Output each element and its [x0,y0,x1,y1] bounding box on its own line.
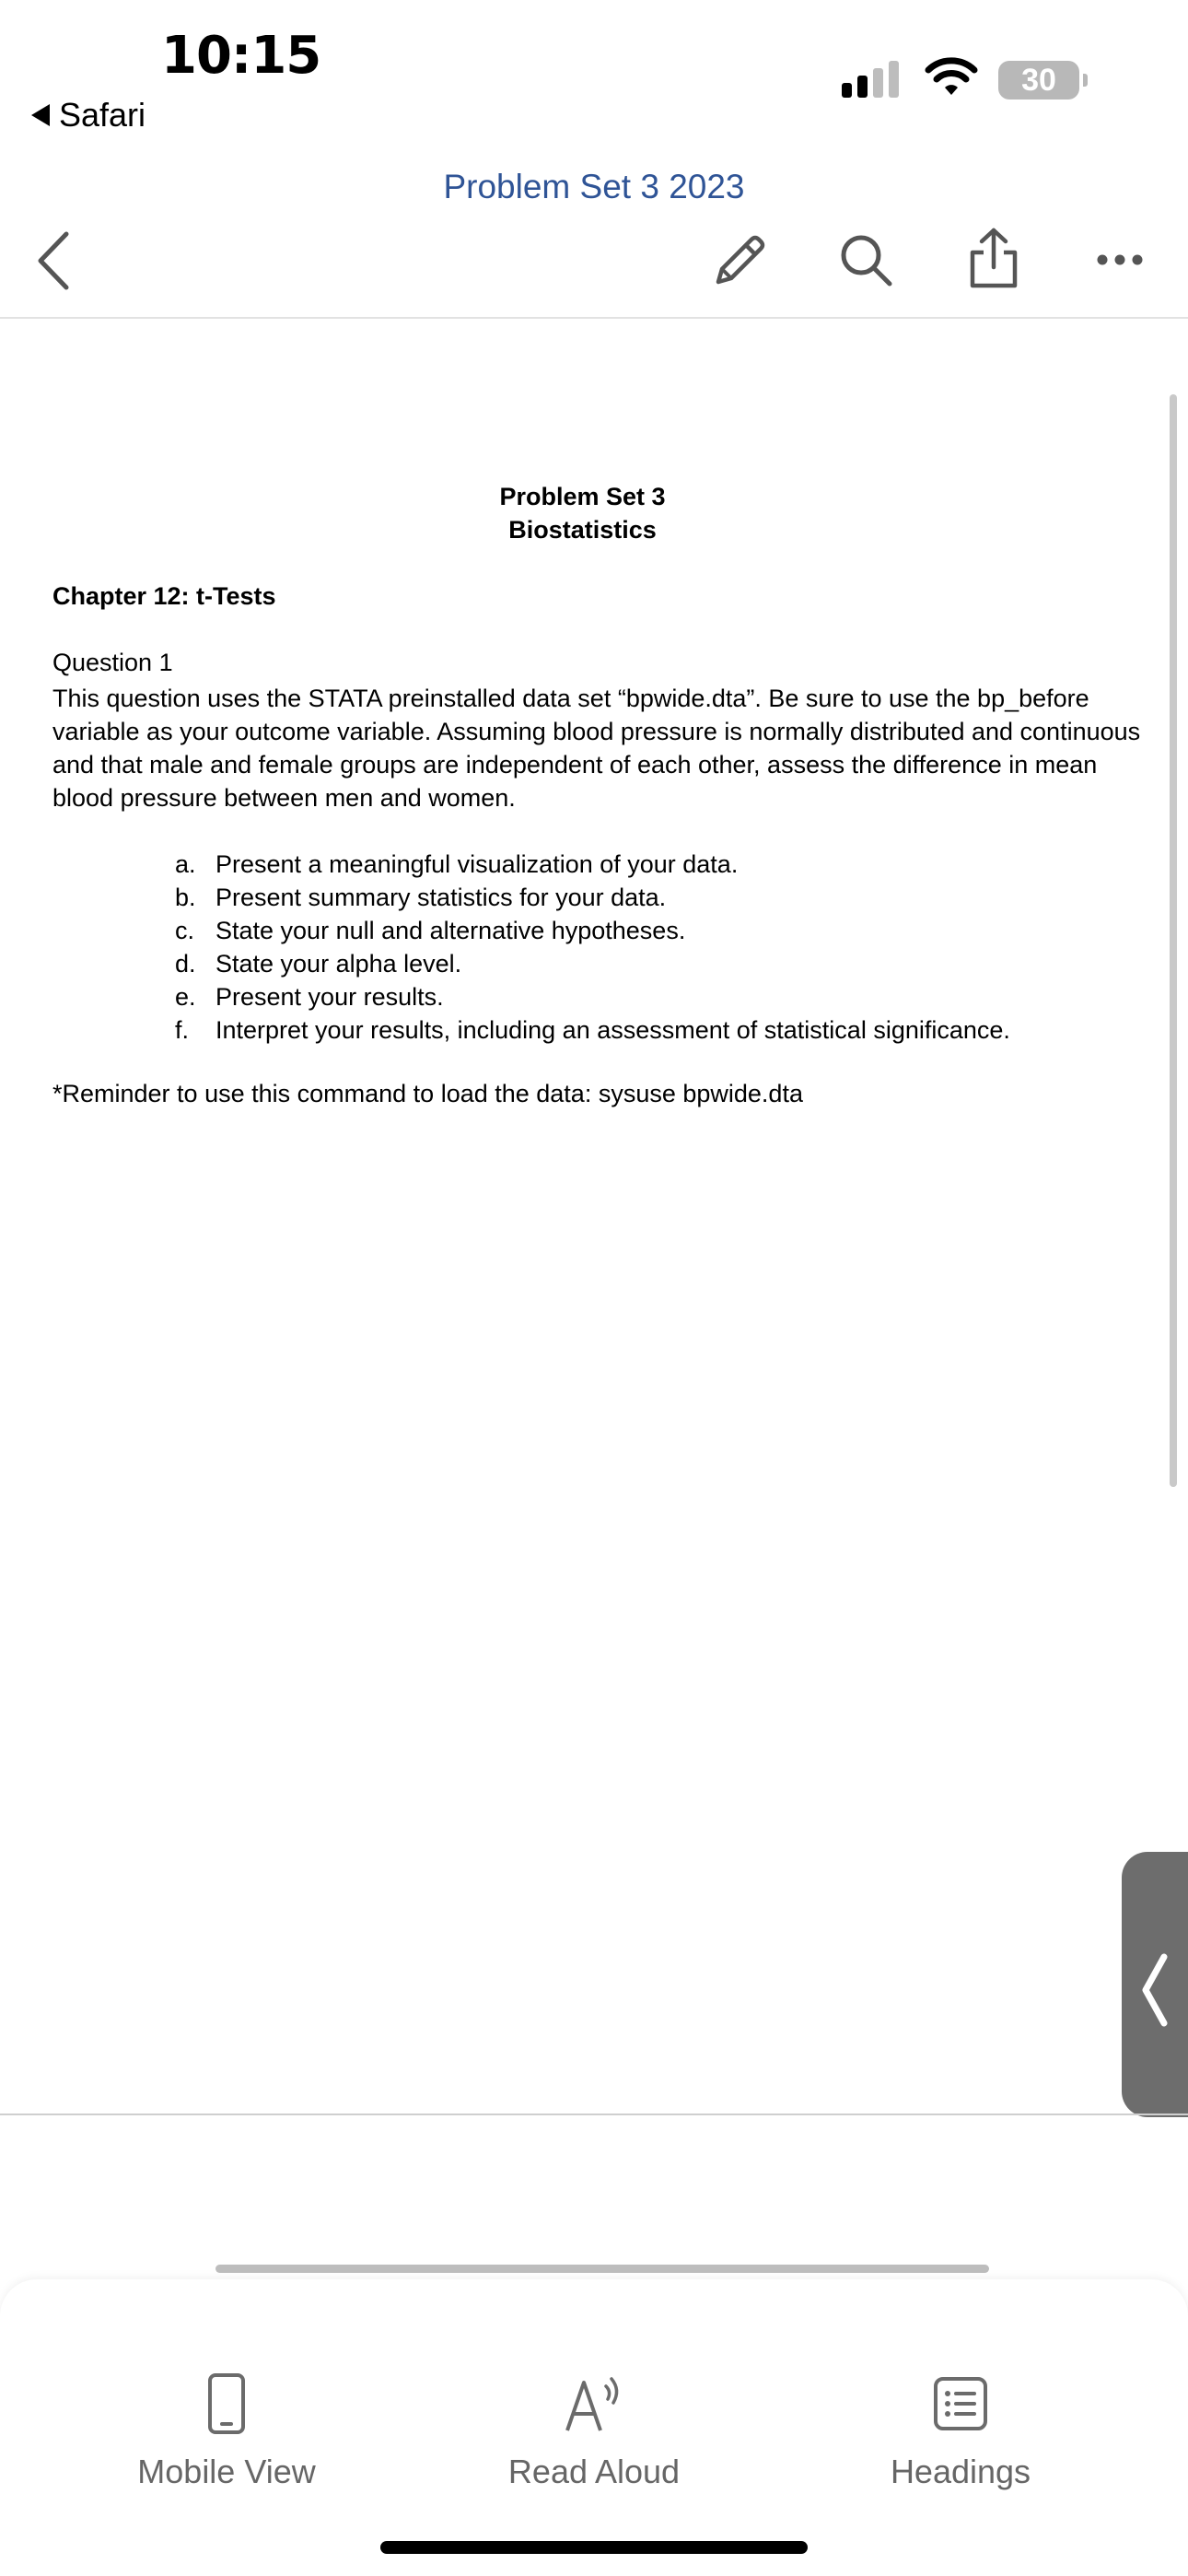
document-title[interactable]: Problem Set 3 2023 [443,168,745,205]
chapter-heading: Chapter 12: t-Tests [52,582,276,610]
list-marker: c. [175,917,195,944]
headings-list-icon [932,2371,989,2436]
mobile-view-button[interactable] [88,2371,365,2491]
status-time: 10:15 [161,26,321,86]
list-item [175,848,1010,881]
more-icon[interactable] [1096,252,1144,267]
headings-button[interactable] [822,2371,1099,2491]
list-marker: a. [175,850,196,878]
list-text: Interpret your results, including an assessment of statistical significance. [215,1016,1010,1044]
bottom-action-sheet [0,2279,1188,2576]
read-aloud-icon [562,2371,626,2436]
headings-label: Headings [890,2453,1031,2490]
list-marker: b. [175,884,196,911]
doc-heading-line1: Problem Set 3 [499,483,666,510]
list-marker: f. [175,1016,190,1044]
list-text: State your alpha level. [215,950,462,978]
back-triangle-icon [31,104,50,126]
question-text: This question uses the STATA preinstalled data set “bpwide.dta”. Be sure to use the bp_before variable as your outcome variable. Assuming blood pressure is normally distributed and continuous and that male and female groups are independent of each other, assess the difference in mean blood pressure between men and women. [52,685,1141,812]
list-text: State your null and alternative hypotheses. [215,917,686,944]
list-item [175,947,1010,980]
list-marker: d. [175,950,196,978]
wifi-icon [925,57,978,98]
doc-heading-line2: Biostatistics [508,516,657,544]
search-icon[interactable] [838,232,895,289]
list-marker: e. [175,983,196,1011]
horizontal-scrollbar[interactable] [215,2265,989,2273]
page-bottom-divider [0,2113,1188,2115]
list-item [175,881,1010,914]
back-app-label: Safari [59,96,146,134]
list-text: Present a meaningful visualization of your data. [215,850,739,878]
document-page[interactable] [0,319,1188,2113]
mobile-view-label: Mobile View [137,2453,316,2490]
reminder-text: *Reminder to use this command to load the data: sysuse bpwide.dta [52,1080,803,1107]
back-chevron-icon[interactable] [35,230,72,291]
share-icon[interactable] [967,227,1020,291]
vertical-scrollbar[interactable] [1170,394,1177,1487]
list-text: Present your results. [215,983,444,1011]
cellular-signal-icon [842,61,899,98]
list-item [175,1013,1010,1047]
pencil-icon[interactable] [711,232,768,289]
list-text: Present summary statistics for your data. [215,884,667,911]
read-aloud-label: Read Aloud [507,2453,681,2490]
phone-icon [206,2371,247,2436]
read-aloud-button[interactable] [456,2371,732,2491]
list-item [175,980,1010,1013]
back-to-safari-link[interactable] [31,96,146,135]
side-chevron-icon [1138,1953,1170,2027]
question-label: Question 1 [52,649,173,676]
side-panel-tab[interactable] [1122,1852,1188,2117]
battery-indicator [998,61,1079,100]
question-parts-list [175,848,1010,1047]
list-item [175,914,1010,947]
home-indicator[interactable] [380,2541,808,2554]
battery-level: 30 [1021,62,1056,98]
